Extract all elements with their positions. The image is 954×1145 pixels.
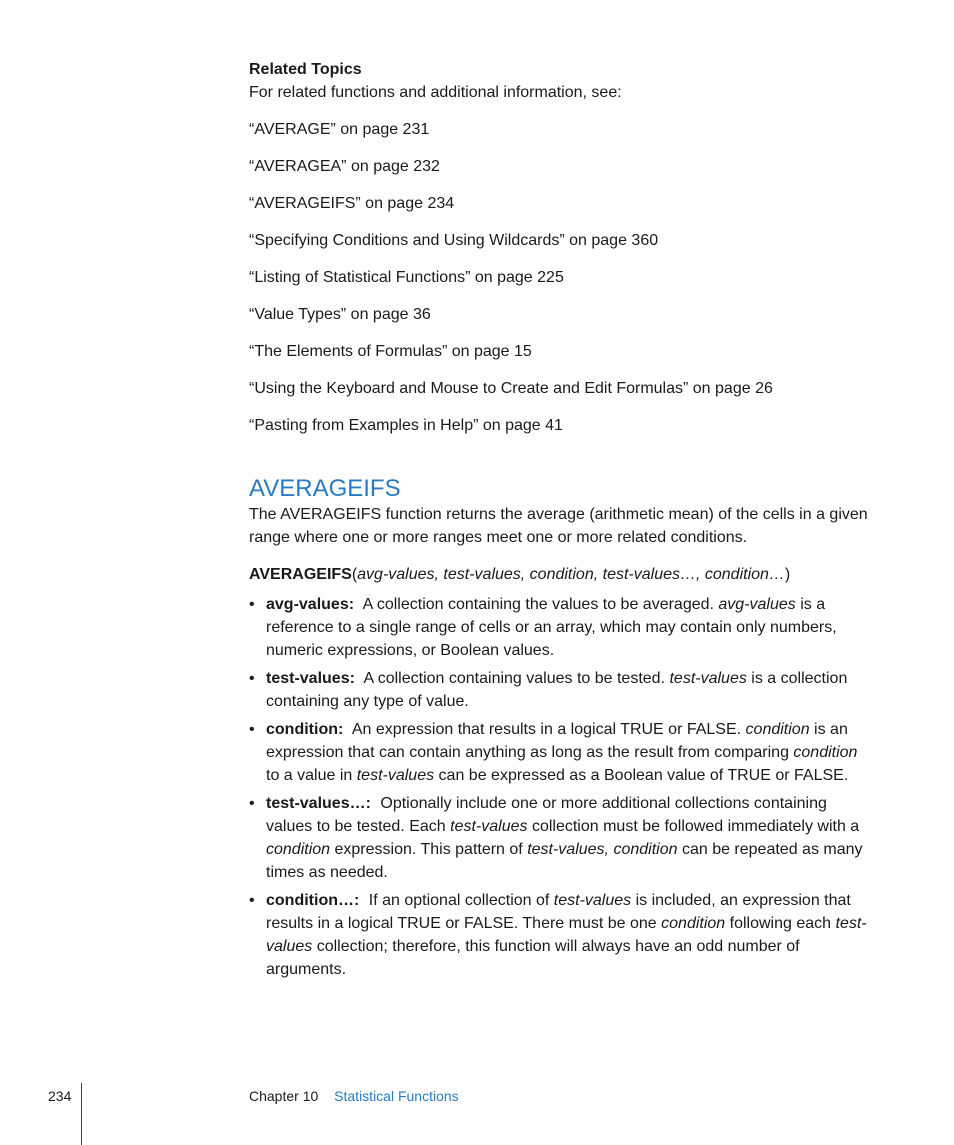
parameter-term: avg-values bbox=[718, 596, 796, 613]
parameter-text: expression. This pattern of bbox=[330, 841, 528, 858]
syntax-arguments: avg-values, test-values, condition, test-values…, condition… bbox=[357, 566, 785, 583]
parameter-name: test-values…: bbox=[266, 795, 371, 812]
section-title: AVERAGEIFS bbox=[249, 475, 401, 502]
parameter-text: is a collection containing any type of value. bbox=[266, 670, 848, 710]
function-syntax bbox=[249, 563, 874, 586]
parameter-name: condition: bbox=[266, 721, 344, 738]
related-topic-link[interactable]: “Pasting from Examples in Help” on page 41 bbox=[249, 417, 563, 434]
related-topics-intro: For related functions and additional information, see: bbox=[249, 84, 622, 101]
related-topic-link[interactable]: “The Elements of Formulas” on page 15 bbox=[249, 343, 532, 360]
parameter-text: If an optional collection of bbox=[368, 892, 554, 909]
parameter-term: condition bbox=[266, 841, 331, 858]
parameter-name: avg-values: bbox=[266, 596, 355, 613]
parameter-term: test-values bbox=[450, 818, 528, 835]
parameter-term: condition bbox=[793, 744, 858, 761]
syntax-open-paren: ( bbox=[351, 566, 358, 583]
parameter-term: test-values, condition bbox=[527, 841, 678, 858]
page-content bbox=[249, 58, 874, 986]
parameter-text: is a reference to a single range of cells or an array, which may contain only numbers, numeric expressions, or Boolean values. bbox=[266, 596, 837, 659]
parameter-text: to a value in bbox=[266, 767, 357, 784]
page-number: 234 bbox=[48, 1088, 72, 1104]
bullet-marker: • bbox=[249, 721, 255, 738]
parameter-item bbox=[249, 667, 874, 713]
parameter-name: test-values: bbox=[266, 670, 355, 687]
parameter-item bbox=[249, 889, 874, 981]
parameter-list bbox=[249, 593, 874, 981]
parameter-term: test-values bbox=[356, 767, 435, 784]
parameter-text: A collection containing the values to be averaged. bbox=[362, 596, 719, 613]
bullet-marker: • bbox=[249, 670, 255, 687]
bullet-marker: • bbox=[249, 892, 255, 909]
parameter-text: A collection containing values to be tested. bbox=[363, 670, 670, 687]
parameter-term: test-values bbox=[266, 915, 867, 955]
parameter-text: can be expressed as a Boolean value of TRUE or FALSE. bbox=[434, 767, 849, 784]
parameter-term: test-values bbox=[553, 892, 632, 909]
parameter-term: test-values bbox=[669, 670, 747, 687]
related-topic-link[interactable]: “Listing of Statistical Functions” on page 225 bbox=[249, 269, 564, 286]
chapter-label: Chapter 10 bbox=[249, 1088, 319, 1104]
parameter-text: collection must be followed immediately with a bbox=[527, 818, 860, 835]
parameter-term: condition bbox=[661, 915, 726, 932]
parameter-item bbox=[249, 593, 874, 662]
parameter-text: is included, an expression that results in a logical TRUE or FALSE. There must be one bbox=[266, 892, 851, 932]
parameter-text: can be repeated as many times as needed. bbox=[266, 841, 863, 881]
parameter-name: condition…: bbox=[266, 892, 360, 909]
footer-chapter bbox=[249, 1088, 459, 1104]
syntax-function-name: AVERAGEIFS bbox=[249, 566, 352, 583]
chapter-name-link[interactable]: Statistical Functions bbox=[334, 1088, 459, 1104]
parameter-item bbox=[249, 792, 874, 884]
related-topic-link[interactable]: “AVERAGE” on page 231 bbox=[249, 121, 430, 138]
parameter-text: collection; therefore, this function will always have an odd number of arguments. bbox=[266, 938, 800, 978]
parameter-text: An expression that results in a logical TRUE or FALSE. bbox=[351, 721, 746, 738]
related-topic-link[interactable]: “AVERAGEIFS” on page 234 bbox=[249, 195, 455, 212]
parameter-text: Optionally include one or more additional collections containing values to be tested. Each bbox=[266, 795, 827, 835]
function-description: The AVERAGEIFS function returns the average (arithmetic mean) of the cells in a given range where one or more ranges meet one or more related conditions. bbox=[249, 506, 868, 546]
footer-divider bbox=[81, 1083, 82, 1145]
related-topics-heading: Related Topics bbox=[249, 61, 362, 78]
bullet-marker: • bbox=[249, 596, 255, 613]
related-topics-list bbox=[249, 118, 874, 437]
related-topic-link[interactable]: “Value Types” on page 36 bbox=[249, 306, 431, 323]
related-topic-link[interactable]: “AVERAGEA” on page 232 bbox=[249, 158, 440, 175]
bullet-marker: • bbox=[249, 795, 255, 812]
parameter-item bbox=[249, 718, 874, 787]
parameter-text: is an expression that can contain anything as long as the result from comparing bbox=[266, 721, 848, 761]
syntax-close-paren: ) bbox=[784, 566, 791, 583]
parameter-text: following each bbox=[725, 915, 836, 932]
related-topic-link[interactable]: “Using the Keyboard and Mouse to Create and Edit Formulas” on page 26 bbox=[249, 380, 773, 397]
parameter-term: condition bbox=[745, 721, 810, 738]
related-topic-link[interactable]: “Specifying Conditions and Using Wildcards” on page 360 bbox=[249, 232, 659, 249]
